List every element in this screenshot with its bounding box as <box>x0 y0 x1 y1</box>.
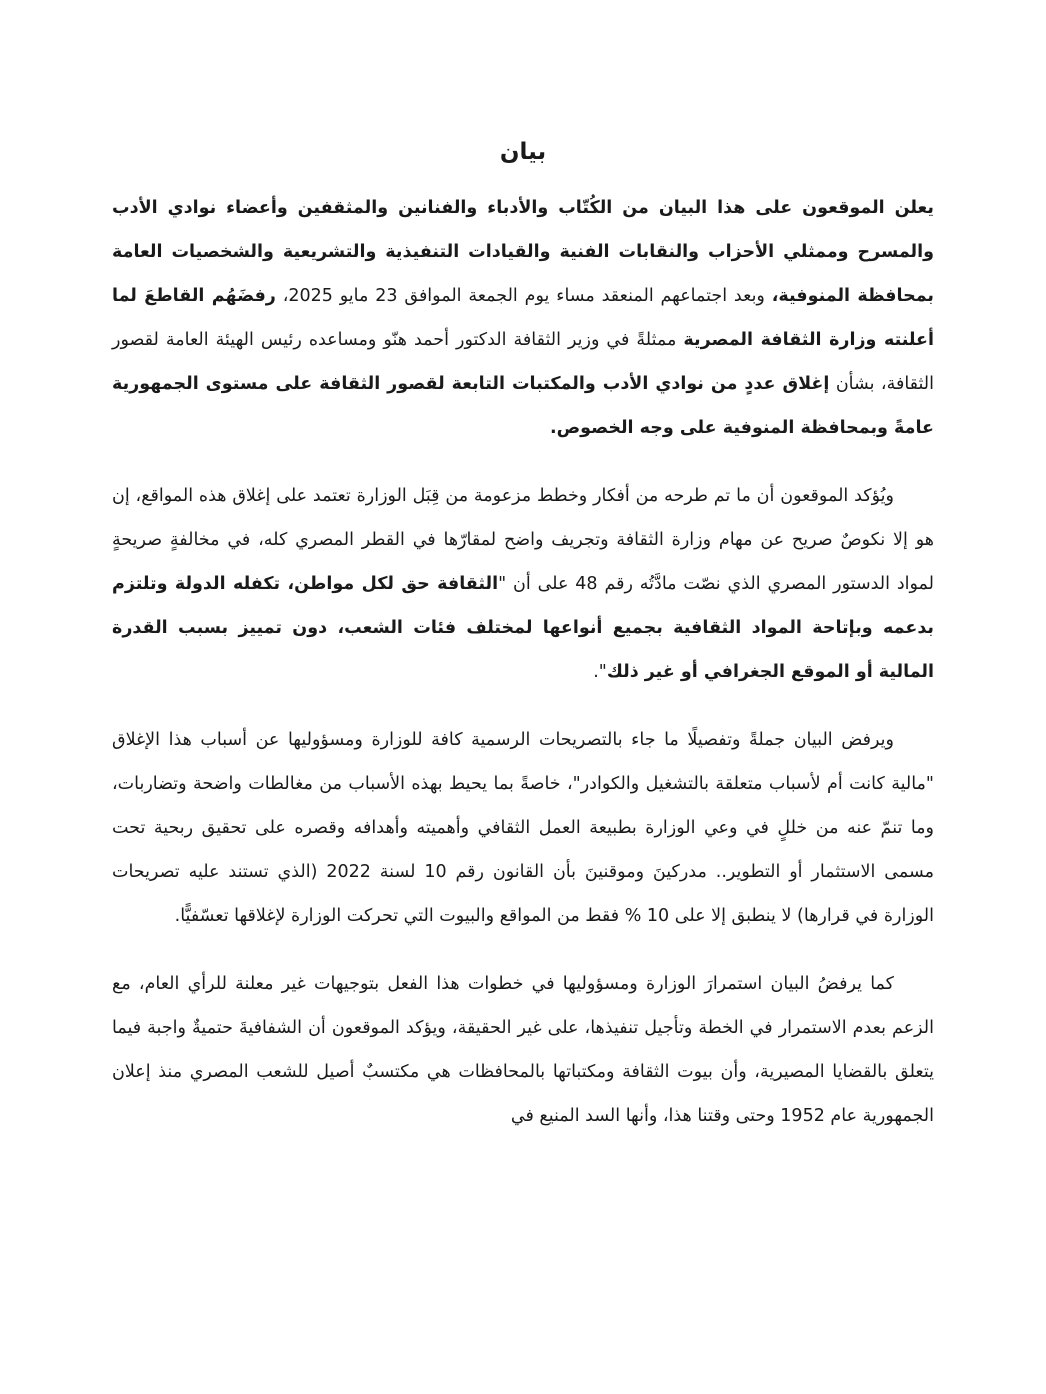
paragraph-1-rejection: رفضَهُم القاطعَ لما أعلنته وزارة الثقافة المصرية <box>112 286 934 350</box>
paragraph-1-closure: إغلاق عددٍ من نوادي الأدب والمكتبات التابعة لقصور الثقافة على مستوى الجمهورية عامةً وبمحافظة المنوفية على وجه الخصوص. <box>112 374 934 438</box>
paragraph-3: ويرفض البيان جملةً وتفصيلًا ما جاء بالتصريحات الرسمية كافة للوزارة ومسؤوليها عن أسباب هذا الإغلاق "مالية كانت أم لأسباب متعلقة بالتشغيل والكوادر"، خاصةً بما يحيط بهذه الأسباب من مغالطات واضحة وتضاربات، وما تنمّ عنه من خللٍ في وعي الوزارة بطبيعة العمل الثقافي وأهميته وأهدافه وقصره على تحقيق ربحية تحت مسمى الاستثمار أو التطوير.. مدركينَ وموقنينَ بأن القانون رقم 10 لسنة 2022 (الذي تستند عليه تصريحات الوزارة في قرارها) لا ينطبق إلا على 10 % فقط من المواقع والبيوت التي تحركت الوزارة لإغلاقها تعسّفيًّا. <box>112 730 934 926</box>
paragraph-4: كما يرفضُ البيان استمرارَ الوزارة ومسؤوليها في خطوات هذا الفعل بتوجيهات غير معلنة للرأي العام، مع الزعم بعدم الاستمرار في الخطة وتأجيل تنفيذها، على غير الحقيقة، ويؤكد الموقعون أن الشفافيةَ حتميةٌ واجبة فيما يتعلق بالقضايا المصيرية، وأن بيوت الثقافة ومكتباتها بالمحافظات هي مكتسبٌ أصيل للشعب المصري منذ إعلان الجمهورية عام 1952 وحتى وقتنا هذا، وأنها السد المنيع في <box>112 974 934 1126</box>
paragraph-1 <box>112 186 934 450</box>
paragraph-1-opening: يعلن الموقعون على هذا البيان من الكُتّاب والأدباء والفنانين والمثقفين وأعضاء نوادي الأدب والمسرح وممثلي الأحزاب والنقابات الفنية والقيادات التنفيذية والتشريعية والشخصيات العامة بمحافظة المنوفية، <box>112 198 934 306</box>
paragraph-1-ministry: ممثلةً في وزير الثقافة الدكتور أحمد هنّو ومساعده رئيس الهيئة العامة لقصور الثقافة، بشأن <box>112 330 934 394</box>
document-page <box>112 120 934 1162</box>
paragraph-2-text: ويُؤكد الموقعون أن ما تم طرحه من أفكار وخطط مزعومة من قِبَل الوزارة تعتمد على إغلاق هذه المواقع، إن هو إلا نكوصٌ صريح عن مهام وزارة الثقافة وتجريف واضح لمقارّها في القطر المصري كله، في مخالفةٍ صريحةٍ لمواد الدستور المصري الذي نصّت مادَّتُه رقم 48 على أن " <box>112 486 935 594</box>
document-title: بيان <box>499 139 547 165</box>
paragraph-2 <box>112 474 934 694</box>
paragraph-2-constitution-quote: الثقافة حق لكل مواطن، تكفله الدولة وتلتزم بدعمه وبإتاحة المواد الثقافية بجميع أنواعها لمختلف فئات الشعب، دون تمييز بسبب القدرة المالية أو الموقع الجغرافي أو غير ذلك <box>112 574 934 682</box>
paragraph-1-meeting-date: وبعد اجتماعهم المنعقد مساء يوم الجمعة الموافق 23 مايو 2025، <box>275 286 772 306</box>
paragraph-2-quote-end: ". <box>593 662 607 682</box>
